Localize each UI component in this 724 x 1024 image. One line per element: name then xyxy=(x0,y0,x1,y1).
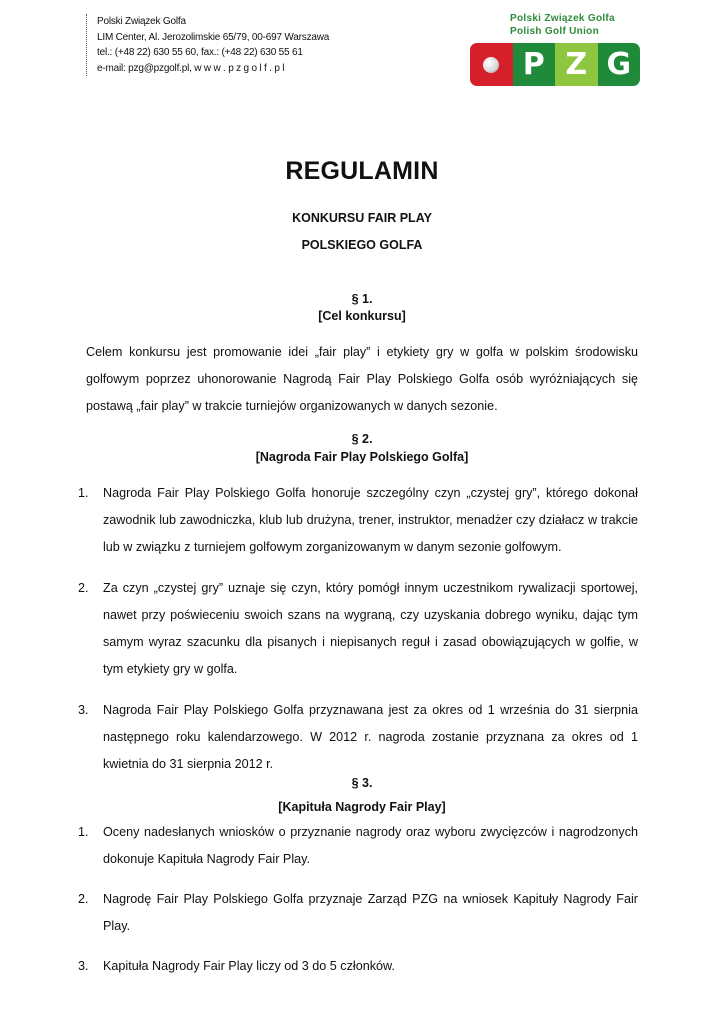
list-item-number: 2. xyxy=(78,892,89,906)
list-item-text: Za czyn „czystej gry” uznaje się czyn, który pomógł innym uczestnikom rywalizacji sportowej, nawet przy poświeceniu swoich szans na wygraną, czy uzyskania dobrego wyniku, dając tym samym wyraz szacunku dla pisanych i niepisanych reguł i zasad obowiązujących w golfie, w tym etykiety gry w golfa. xyxy=(103,581,638,676)
list-item-number: 2. xyxy=(78,581,89,595)
list-item-text: Nagroda Fair Play Polskiego Golfa honoruje szczególny czyn „czystej gry”, którego dokonał zawodnik lub zawodniczka, klub lub drużyna, trener, instruktor, menadżer czy działacz w trakcie lub w związku z turniejem golfowym zorganizowanym w danym sezonie golfowym. xyxy=(103,486,638,554)
list-item xyxy=(78,575,638,683)
subtitle-line-1: KONKURSU FAIR PLAY xyxy=(292,211,432,225)
golf-ball-icon xyxy=(470,43,513,86)
logo-letter-p: P xyxy=(513,43,556,86)
list-item-number: 1. xyxy=(78,486,89,500)
list-item-text: Kapituła Nagrody Fair Play liczy od 3 do 5 członków. xyxy=(103,959,395,973)
section-3-heading: [Kapituła Nagrody Fair Play] xyxy=(278,800,446,814)
list-item xyxy=(78,480,638,561)
list-item-number: 3. xyxy=(78,959,89,973)
section-1-heading: [Cel konkursu] xyxy=(318,309,406,323)
subtitle-line-2: POLSKIEGO GOLFA xyxy=(301,238,423,252)
list-item-text: Nagrodę Fair Play Polskiego Golfa przyznaje Zarząd PZG na wniosek Kapituły Nagrody Fair Play. xyxy=(103,892,638,933)
list-item-text: Nagroda Fair Play Polskiego Golfa przyznawana jest za okres od 1 września do 31 sierpnia następnego roku kalendarzowego. W 2012 r. nagroda zostanie przyznana za okres od 1 kwietnia do 31 sierpnia 2012 r. xyxy=(103,703,638,771)
section-3-number: § 3. xyxy=(351,776,373,790)
document-title: REGULAMIN xyxy=(285,157,439,185)
header-address xyxy=(86,14,397,76)
org-email: e-mail: pzg@pzgolf.pl, w w w . p z g o l f . p l xyxy=(97,62,285,74)
logo-letter-g: G xyxy=(598,43,641,86)
list-item-number: 3. xyxy=(78,703,89,717)
list-item xyxy=(78,953,638,980)
logo-name-en: Polish Golf Union xyxy=(510,26,599,37)
list-item xyxy=(78,697,638,778)
logo-bar xyxy=(470,43,640,86)
pzg-logo xyxy=(470,12,642,86)
org-name: Polski Związek Golfa xyxy=(97,16,186,27)
list-item xyxy=(78,886,638,940)
list-item xyxy=(78,819,638,873)
logo-letter-z: Z xyxy=(555,43,598,86)
list-item-number: 1. xyxy=(78,825,89,839)
list-item-text: Oceny nadesłanych wniosków o przyznanie nagrody oraz wyboru zwycięzców i nagrodzonych dokonuje Kapituła Nagrody Fair Play. xyxy=(103,825,638,866)
section-3-list xyxy=(78,819,638,980)
section-2-list xyxy=(78,480,638,778)
section-2-number: § 2. xyxy=(351,432,373,446)
org-address: LIM Center, Al. Jerozolimskie 65/79, 00-697 Warszawa xyxy=(97,31,330,43)
logo-name-pl: Polski Związek Golfa xyxy=(510,13,615,24)
section-2-heading: [Nagroda Fair Play Polskiego Golfa] xyxy=(255,450,469,464)
section-1-paragraph: Celem konkursu jest promowanie idei „fair play” i etykiety gry w golfa w polskim środowisku golfowym poprzez uhonorowanie Nagrodą Fair Play Polskiego Golfa osób wyróżniających się postawą „fair play” w trakcie turniejów organizowanych w danych sezonie. xyxy=(86,345,638,413)
org-phone: tel.: (+48 22) 630 55 60, fax.: (+48 22) 630 55 61 xyxy=(97,47,303,58)
section-1-number: § 1. xyxy=(351,292,373,306)
